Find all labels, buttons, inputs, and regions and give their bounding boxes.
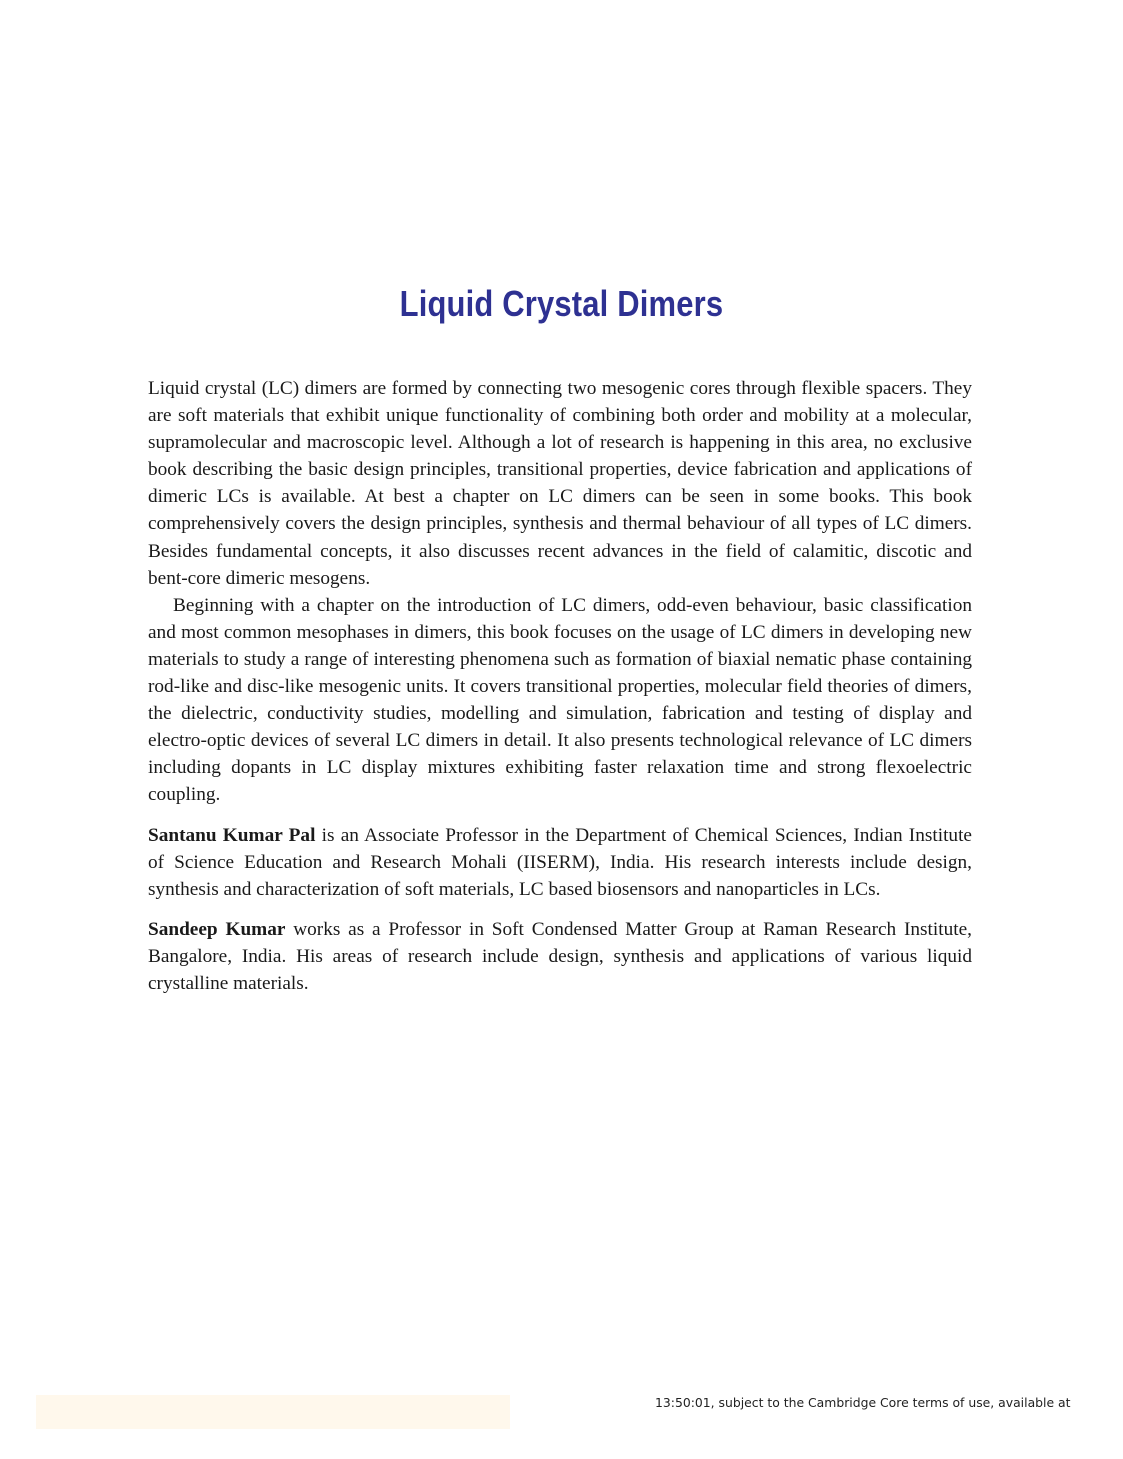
author-name: Santanu Kumar Pal [148, 824, 316, 846]
author-bio [148, 916, 972, 997]
footer-terms-text: 13:50:01, subject to the Cambridge Core terms of use, available at [655, 1395, 1071, 1410]
author-bio-text: works as a Professor in Soft Condensed Matter Group at Raman Research Institute, Bangalore, India. His areas of research include design, synthesis and applications of various liquid crystalline materials. [148, 918, 973, 994]
description-paragraph: Liquid crystal (LC) dimers are formed by connecting two mesogenic cores through flexible spacers. They are soft materials that exhibit unique functionality of combining both order and mobility at a molecular, supramolecular and macroscopic level. Although a lot of research is happening in this area, no exclusive book describing the basic design principles, transitional properties, device fabrication and applications of dimeric LCs is available. At best a chapter on LC dimers can be seen in some books. This book comprehensively covers the design principles, synthesis and thermal behaviour of all types of LC dimers. Besides fundamental concepts, it also discusses recent advances in the field of calamitic, discotic and bent-core dimeric mesogens. [148, 378, 972, 589]
author-bio-text: is an Associate Professor in the Department of Chemical Sciences, Indian Institute of Science Education and Research Mohali (IISERM), India. His research interests include design, synthesis and characterization of soft materials, LC based biosensors and nanoparticles in LCs. [148, 824, 972, 900]
book-blurb [148, 375, 972, 997]
description-paragraph: Beginning with a chapter on the introduction of LC dimers, odd-even behaviour, basic classification and most common mesophases in dimers, this book focuses on the usage of LC dimers in developing new materials to study a range of interesting phenomena such as formation of biaxial nematic phase containing rod-like and disc-like mesogenic units. It covers transitional properties, molecular field theories of dimers, the dielectric, conductivity studies, modelling and simulation, fabrication and testing of display and electro-optic devices of several LC dimers in detail. It also presents technological relevance of LC dimers including dopants in LC display mixtures exhibiting faster relaxation time and strong flexoelectric coupling. [148, 594, 972, 806]
author-name: Sandeep Kumar [148, 918, 286, 940]
footer-highlight-strip [36, 1395, 510, 1429]
author-bio [148, 822, 972, 903]
book-title: Liquid Crystal Dimers [399, 283, 724, 324]
